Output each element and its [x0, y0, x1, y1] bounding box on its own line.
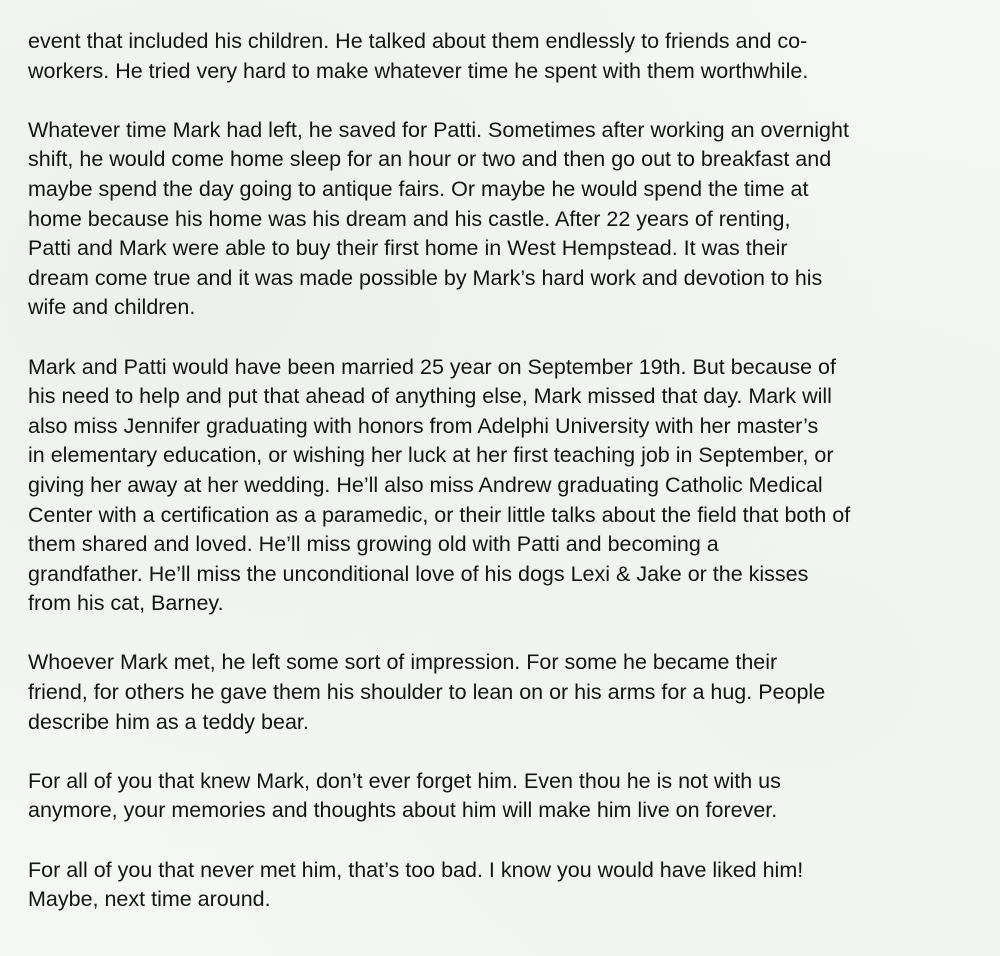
- paragraph-2: [28, 116, 988, 323]
- text-line: For all of you that knew Mark, don’t ever forget him. Even thou he is not with us: [28, 768, 781, 793]
- text-line: Maybe, next time around.: [28, 887, 271, 912]
- text-line: giving her away at her wedding. He’ll also miss Andrew graduating Catholic Medical: [28, 472, 823, 497]
- text-line: maybe spend the day going to antique fairs. Or maybe he would spend the time at: [28, 176, 809, 201]
- text-line: describe him as a teddy bear.: [28, 709, 309, 734]
- text-line: wife and children.: [28, 295, 196, 320]
- text-line: also miss Jennifer graduating with honors from Adelphi University with her master’s: [28, 413, 819, 438]
- text-line: shift, he would come home sleep for an hour or two and then go out to breakfast and: [28, 147, 832, 172]
- text-line: his need to help and put that ahead of anything else, Mark missed that day. Mark will: [28, 384, 832, 409]
- paragraph-6: [28, 856, 988, 915]
- paragraph-3: [28, 353, 988, 619]
- text-line: Whatever time Mark had left, he saved for Patti. Sometimes after working an overnight: [28, 117, 849, 142]
- paragraph-5: [28, 767, 988, 826]
- document-body: [28, 27, 988, 944]
- paragraph-4: [28, 648, 988, 737]
- text-line: Whoever Mark met, he left some sort of impression. For some he became their: [28, 650, 778, 675]
- text-line: home because his home was his dream and his castle. After 22 years of renting,: [28, 206, 791, 231]
- text-line: them shared and loved. He’ll miss growing old with Patti and becoming a: [28, 532, 719, 557]
- text-line: event that included his children. He talked about them endlessly to friends and co-: [28, 29, 808, 53]
- text-line: Center with a certification as a paramedic, or their little talks about the field that both of: [28, 502, 851, 527]
- paragraph-1: [28, 27, 988, 86]
- text-line: Patti and Mark were able to buy their first home in West Hempstead. It was their: [28, 236, 788, 261]
- text-line: grandfather. He’ll miss the unconditional love of his dogs Lexi & Jake or the kisses: [28, 561, 809, 586]
- text-line: in elementary education, or wishing her luck at her first teaching job in September, or: [28, 443, 834, 468]
- text-line: workers. He tried very hard to make whatever time he spent with them worthwhile.: [28, 58, 809, 83]
- text-line: friend, for others he gave them his shoulder to lean on or his arms for a hug. People: [28, 680, 826, 705]
- text-line: For all of you that never met him, that’s too bad. I know you would have liked him!: [28, 857, 804, 882]
- text-line: anymore, your memories and thoughts about him will make him live on forever.: [28, 798, 778, 823]
- text-line: dream come true and it was made possible by Mark’s hard work and devotion to his: [28, 265, 823, 290]
- text-line: from his cat, Barney.: [28, 591, 224, 616]
- text-line: Mark and Patti would have been married 25 year on September 19th. But because of: [28, 354, 836, 379]
